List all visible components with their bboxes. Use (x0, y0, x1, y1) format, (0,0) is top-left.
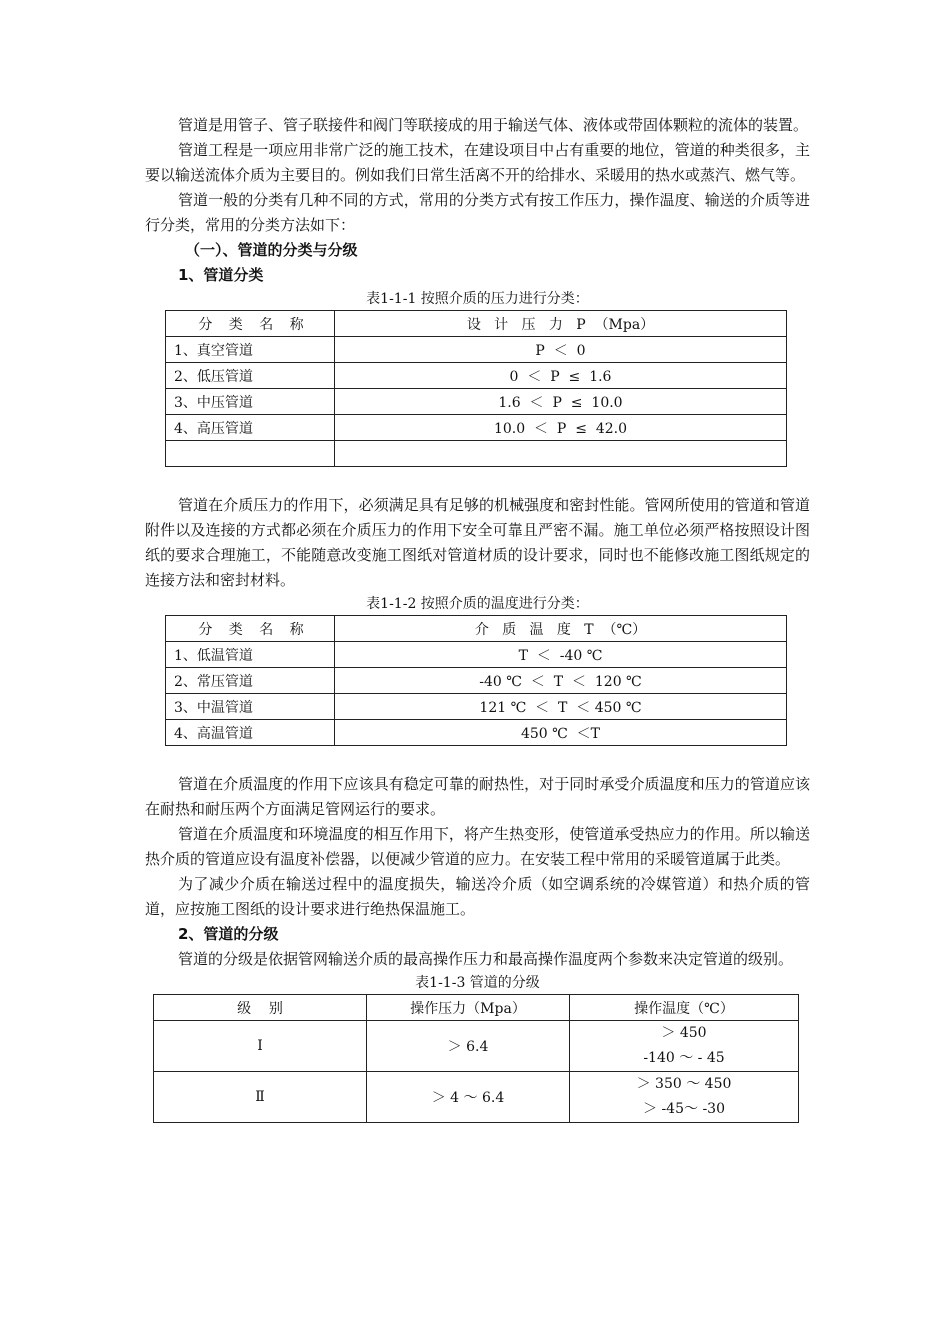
pressure-table (165, 310, 787, 467)
temperature-paragraph-2: 管道在介质温度和环境温度的相互作用下，将产生热变形，使管道承受热应力的作用。所以输送热介质的管道应设有温度补偿器，以便减少管道的应力。在安装工程中常用的采暖管道属于此类。 (145, 825, 810, 868)
table-cell: 1.6 ＜ P ≤ 10.0 (335, 389, 787, 415)
grading-table (153, 994, 799, 1123)
table-row (166, 389, 787, 415)
table-cell: 4、高温管道 (166, 720, 335, 746)
table-cell: -40 ℃ ＜ T ＜ 120 ℃ (335, 668, 787, 694)
table3-caption: 表1-1-3 管道的分级 (415, 975, 540, 991)
table-row (166, 337, 787, 363)
table-cell: 2、常压管道 (166, 668, 335, 694)
intro-paragraph-2: 管道工程是一项应用非常广泛的施工技术，在建设项目中占有重要的地位，管道的种类很多，主要以输送流体介质为主要目的。例如我们日常生活离不开的给排水、采暖用的热水或蒸汽、燃气等。 (145, 141, 810, 184)
pressure-paragraph: 管道在介质压力的作用下，必须满足具有足够的机械强度和密封性能。管网所使用的管道和管道附件以及连接的方式都必须在介质压力的作用下安全可靠且严密不漏。施工单位必须严格按照设计图纸的要求合理施工，不能随意改变施工图纸对管道材质的设计要求，同时也不能修改施工图纸规定的连接方法和密封材料。 (145, 496, 810, 589)
table-header-row (154, 995, 799, 1021)
temperature-paragraph-1: 管道在介质温度的作用下应该具有稳定可靠的耐热性，对于同时承受介质温度和压力的管道应该在耐热和耐压两个方面满足管网运行的要求。 (145, 775, 810, 818)
intro-paragraph-3: 管道一般的分类有几种不同的方式，常用的分类方式有按工作压力，操作温度、输送的介质等进行分类，常用的分类方法如下： (145, 191, 810, 234)
table-cell (335, 441, 787, 467)
table-header-cell: 级 别 (154, 995, 367, 1021)
pressure-cell: ＞ 4 ～ 6.4 (367, 1072, 570, 1123)
table-header-row (166, 311, 787, 337)
table-cell: T ＜ -40 ℃ (335, 642, 787, 668)
table-header-cell: 分 类 名 称 (166, 311, 335, 337)
table-header-cell: 操作温度（℃） (570, 995, 799, 1021)
table-row (166, 642, 787, 668)
table-cell: 3、中压管道 (166, 389, 335, 415)
grading-paragraph: 管道的分级是依据管网输送介质的最高操作压力和最高操作温度两个参数来决定管道的级别。 (178, 950, 794, 968)
table-row (166, 363, 787, 389)
temperature-cell (570, 1021, 799, 1072)
table-row (166, 720, 787, 746)
subheading-classification: 1、管道分类 (178, 266, 264, 284)
intro-paragraph-1: 管道是用管子、管子联接件和阀门等联接成的用于输送气体、液体或带固体颗粒的流体的装置。 (178, 116, 809, 134)
table-cell: 3、中温管道 (166, 694, 335, 720)
table-row (166, 694, 787, 720)
temperature-line: ＞ -45～ -30 (643, 1101, 725, 1117)
table-cell: 450 ℃ ＜T (335, 720, 787, 746)
temperature-line: -140 ～ - 45 (643, 1050, 725, 1066)
table-header-cell: 介 质 温 度 T （℃） (335, 616, 787, 642)
table-header-row (166, 616, 787, 642)
table-cell: P ＜ 0 (335, 337, 787, 363)
level-cell: Ⅰ (154, 1021, 367, 1072)
temperature-cell (570, 1072, 799, 1123)
table-row (154, 1021, 799, 1072)
table-cell: 1、低温管道 (166, 642, 335, 668)
table-cell: 1、真空管道 (166, 337, 335, 363)
table-cell: 4、高压管道 (166, 415, 335, 441)
table-header-cell: 操作压力（Mpa） (367, 995, 570, 1021)
table-cell: 121 ℃ ＜ T ＜ 450 ℃ (335, 694, 787, 720)
table-row (154, 1072, 799, 1123)
temperature-table (165, 615, 787, 746)
temperature-paragraph-3: 为了减少介质在输送过程中的温度损失，输送冷介质（如空调系统的冷媒管道）和热介质的管道，应按施工图纸的设计要求进行绝热保温施工。 (145, 875, 810, 918)
section-heading: （一）、管道的分类与分级 (185, 241, 358, 259)
table-cell (166, 441, 335, 467)
table-cell: 0 ＜ P ≤ 1.6 (335, 363, 787, 389)
level-cell: Ⅱ (154, 1072, 367, 1123)
table-cell: 10.0 ＜ P ≤ 42.0 (335, 415, 787, 441)
table-cell: 2、低压管道 (166, 363, 335, 389)
temperature-line: ＞ 350 ～ 450 (636, 1076, 732, 1092)
table-row-empty (166, 441, 787, 467)
table-header-cell: 分 类 名 称 (166, 616, 335, 642)
subheading-grading: 2、管道的分级 (178, 925, 279, 943)
pressure-cell: ＞ 6.4 (367, 1021, 570, 1072)
table2-caption: 表1-1-2 按照介质的温度进行分类： (366, 596, 589, 612)
table-header-cell: 设 计 压 力 P （Mpa） (335, 311, 787, 337)
table1-caption: 表1-1-1 按照介质的压力进行分类： (366, 291, 589, 307)
table-row (166, 415, 787, 441)
temperature-line: ＞ 450 (661, 1025, 707, 1041)
table-row (166, 668, 787, 694)
document-page (145, 113, 810, 1123)
